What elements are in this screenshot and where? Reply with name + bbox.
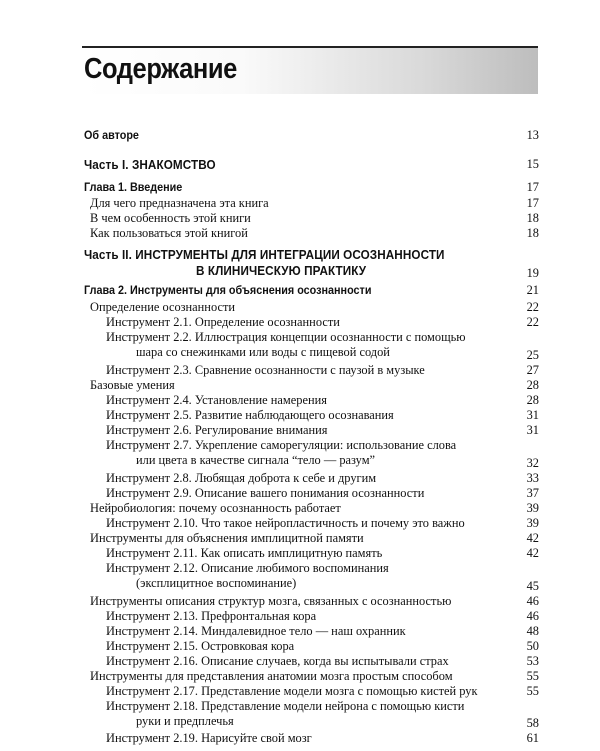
toc-entry-title-line2: руки и предплечья (136, 714, 234, 728)
toc-section-title: Инструменты для объяснения имплицитной памяти (90, 531, 364, 545)
toc-page-number: 39 (526, 516, 539, 530)
toc-entry-title-line2: шара со снежинками или воды с пищевой содой (136, 345, 390, 359)
toc-entry-title-line1: Инструмент 2.2. Иллюстрация концепции осознанности с помощью (106, 330, 466, 344)
toc-entry-title: Об авторе (84, 128, 139, 142)
toc-entry-title: Инструмент 2.4. Установление намерения (106, 393, 327, 407)
toc-entry-title-line2: (эксплицитное воспоминание) (136, 576, 297, 590)
toc-page-number: 22 (526, 315, 539, 329)
toc-entry-title: Инструмент 2.14. Миндалевидное тело — наш охранник (106, 624, 406, 638)
toc-page-number: 48 (526, 624, 539, 638)
toc-entry-title: Инструмент 2.9. Описание вашего понимания осознанности (106, 486, 425, 500)
toc-entry-continued[interactable] (0, 576, 600, 596)
toc-entry-title-line1: Инструмент 2.18. Представление модели нейрона с помощью кисти (106, 699, 465, 713)
toc-entry-title: Инструмент 2.11. Как описать имплицитную память (106, 546, 383, 560)
toc-entry-title: Инструмент 2.17. Представление модели мозга с помощью кистей рук (106, 684, 478, 698)
toc-entry-title: Инструмент 2.16. Описание случаев, когда вы испытывали страх (106, 654, 449, 668)
toc-part-2-continued[interactable] (0, 263, 600, 283)
toc-section-title: Определение осознанности (90, 300, 235, 314)
toc-page-number: 39 (526, 501, 539, 515)
toc-page-number: 32 (526, 456, 539, 470)
toc-part-title: Часть I. ЗНАКОМСТВО (84, 157, 216, 172)
toc-part-title-line2: В КЛИНИЧЕСКУЮ ПРАКТИКУ (196, 263, 367, 278)
toc-page-number: 31 (526, 423, 539, 437)
toc-entry-title: Инструмент 2.13. Префронтальная кора (106, 609, 317, 623)
toc-entry-title: Инструмент 2.1. Определение осознанности (106, 315, 340, 329)
toc-entry-title: Инструмент 2.3. Сравнение осознанности с паузой в музыке (106, 363, 425, 377)
toc-section-title: Инструменты описания структур мозга, связанных с осознанностью (90, 594, 452, 608)
toc-chapter-title: Глава 1. Введение (84, 180, 183, 194)
toc-page-number: 42 (526, 546, 539, 560)
toc-entry-title: В чем особенность этой книги (90, 211, 251, 225)
toc-page-number: 15 (526, 157, 539, 171)
toc-page-number: 42 (526, 531, 539, 545)
toc-page-number: 27 (526, 363, 539, 377)
toc-page-number: 46 (526, 594, 539, 608)
toc-page-number: 58 (526, 716, 539, 730)
toc-page-number: 37 (526, 486, 539, 500)
toc-page-number: 46 (526, 609, 539, 623)
toc-part-1[interactable] (0, 157, 600, 177)
toc-entry-title: Инструмент 2.8. Любящая доброта к себе и другим (106, 471, 377, 485)
toc-page-number: 18 (526, 211, 539, 225)
toc-page-number: 31 (526, 408, 539, 422)
toc-chapter-title: Глава 2. Инструменты для объяснения осознанности (84, 283, 372, 297)
toc-page-number: 33 (526, 471, 539, 485)
toc-entry-continued[interactable] (0, 345, 600, 365)
toc-entry-title: Инструмент 2.10. Что такое нейропластичность и почему это важно (106, 516, 465, 530)
toc-entry-title: Инструмент 2.15. Островковая кора (106, 639, 295, 653)
toc-entry-title: Инструмент 2.5. Развитие наблюдающего осознавания (106, 408, 394, 422)
toc-entry-title: Инструмент 2.6. Регулирование внимания (106, 423, 328, 437)
toc-entry-title: Инструмент 2.19. Нарисуйте свой мозг (106, 731, 312, 745)
toc-entry[interactable] (0, 731, 600, 751)
toc-page-number: 55 (526, 684, 539, 698)
page-title: Содержание (84, 53, 237, 85)
toc-entry-about[interactable] (0, 128, 600, 148)
toc-entry-title-line2: или цвета в качестве сигнала “тело — разум” (136, 453, 376, 467)
toc-part-title-line1: Часть II. ИНСТРУМЕНТЫ ДЛЯ ИНТЕГРАЦИИ ОСОЗНАННОСТИ (84, 247, 445, 262)
toc-entry-continued[interactable] (0, 453, 600, 473)
toc-page-number: 17 (526, 196, 539, 210)
toc-section-title: Нейробиология: почему осознанность работает (90, 501, 341, 515)
toc-page-number: 61 (526, 731, 539, 745)
toc-entry-title-line1: Инструмент 2.12. Описание любимого воспоминания (106, 561, 389, 575)
toc-page-number: 21 (526, 283, 539, 297)
toc-section-title: Инструменты для представления анатомии мозга простым способом (90, 669, 453, 683)
toc-page-number: 55 (526, 669, 539, 683)
toc-page-number: 28 (526, 378, 539, 392)
toc-page-number: 22 (526, 300, 539, 314)
toc-page-number: 13 (526, 128, 539, 142)
toc-page-number: 25 (526, 348, 539, 362)
toc-page-number: 45 (526, 579, 539, 593)
toc-page-number: 19 (526, 266, 539, 280)
toc-entry-title: Для чего предназначена эта книга (90, 196, 269, 210)
toc-page-number: 17 (526, 180, 539, 194)
toc-page-number: 50 (526, 639, 539, 653)
toc-page-number: 18 (526, 226, 539, 240)
toc-entry-title: Как пользоваться этой книгой (90, 226, 248, 240)
toc-page-number: 53 (526, 654, 539, 668)
toc-section-title: Базовые умения (90, 378, 175, 392)
toc-page-number: 28 (526, 393, 539, 407)
toc-entry[interactable] (0, 226, 600, 246)
toc-entry-title-line1: Инструмент 2.7. Укрепление саморегуляции: использование слова (106, 438, 457, 452)
